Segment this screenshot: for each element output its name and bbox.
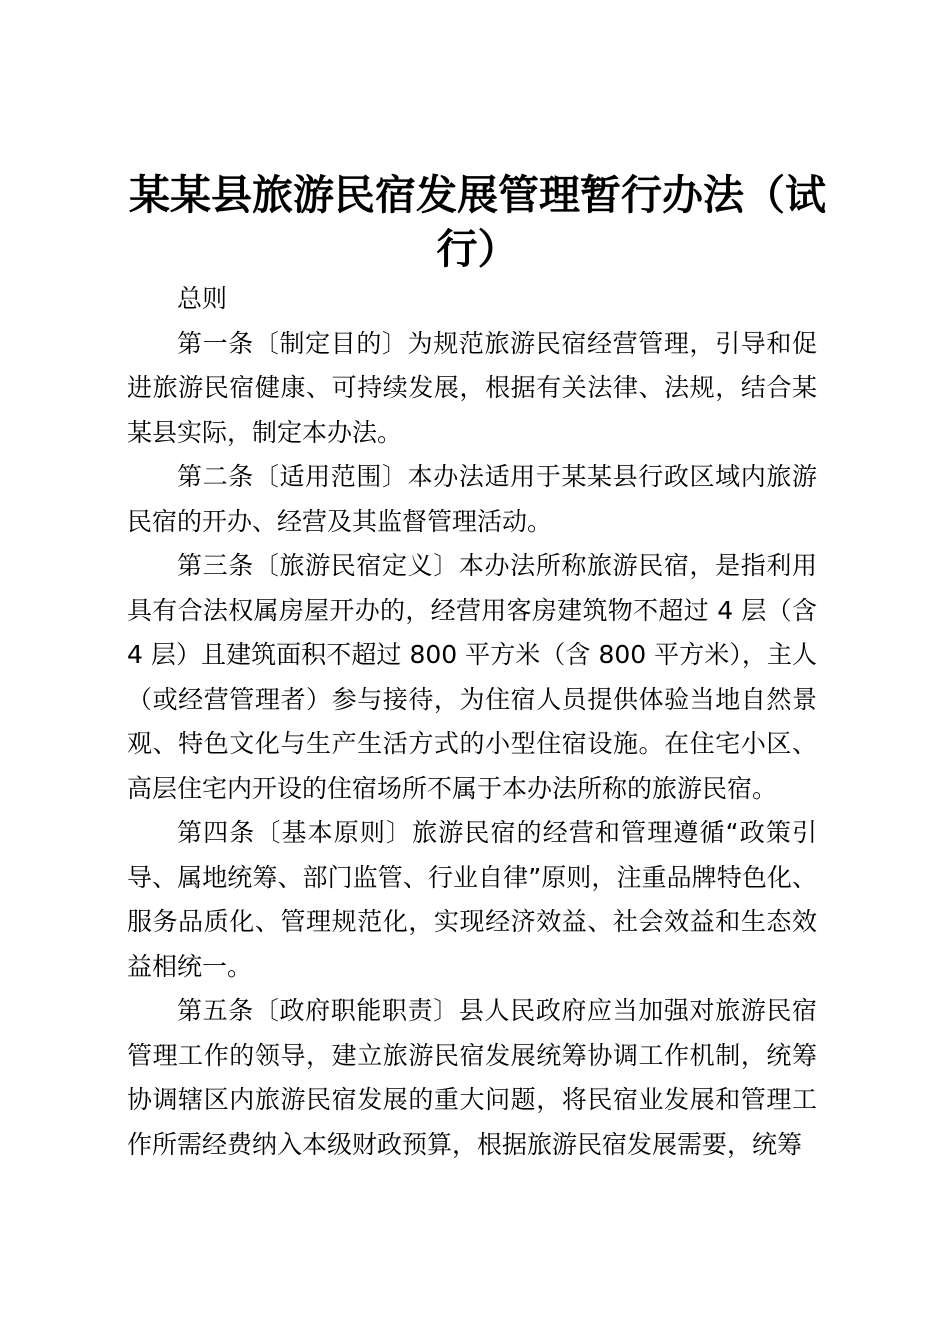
article-paragraph: 第四条〔基本原则〕旅游民宿的经营和管理遵循“政策引导、属地统筹、部门监管、行业自律”原则，注重品牌特色化、服务品质化、管理规范化，实现经济效益、社会效益和生态效益相统一。 xyxy=(127,818,817,981)
article-paragraph: 第三条〔旅游民宿定义〕本办法所称旅游民宿，是指利用具有合法权属房屋开办的，经营用客房建筑物不超过 4 层（含 4 层）且建筑面积不超过 800 平方米（含 800 平方米），主人（或经营管理者）参与接待，为住宿人员提供体验当地自然景观、特色文化与生产生活方式的小型住宿设施。在住宅小区、高层住宅内开设的住宿场所不属于本办法所称的旅游民宿。 xyxy=(127,551,817,803)
article-paragraph: 第五条〔政府职能职责〕县人民政府应当加强对旅游民宿管理工作的领导，建立旅游民宿发展统筹协调工作机制，统筹协调辖区内旅游民宿发展的重大问题，将民宿业发展和管理工作所需经费纳入本级财政预算，根据旅游民宿发展需要，统筹 xyxy=(127,996,817,1159)
document-body xyxy=(127,277,817,1167)
document-title: 某某县旅游民宿发展管理暂行办法（试行） xyxy=(129,171,826,273)
section-heading: 总则 xyxy=(177,284,228,313)
article-paragraph: 第一条〔制定目的〕为规范旅游民宿经营管理，引导和促进旅游民宿健康、可持续发展，根据有关法律、法规，结合某某县实际，制定本办法。 xyxy=(127,328,817,447)
article-paragraph: 第二条〔适用范围〕本办法适用于某某县行政区域内旅游民宿的开办、经营及其监督管理活动。 xyxy=(127,462,817,536)
